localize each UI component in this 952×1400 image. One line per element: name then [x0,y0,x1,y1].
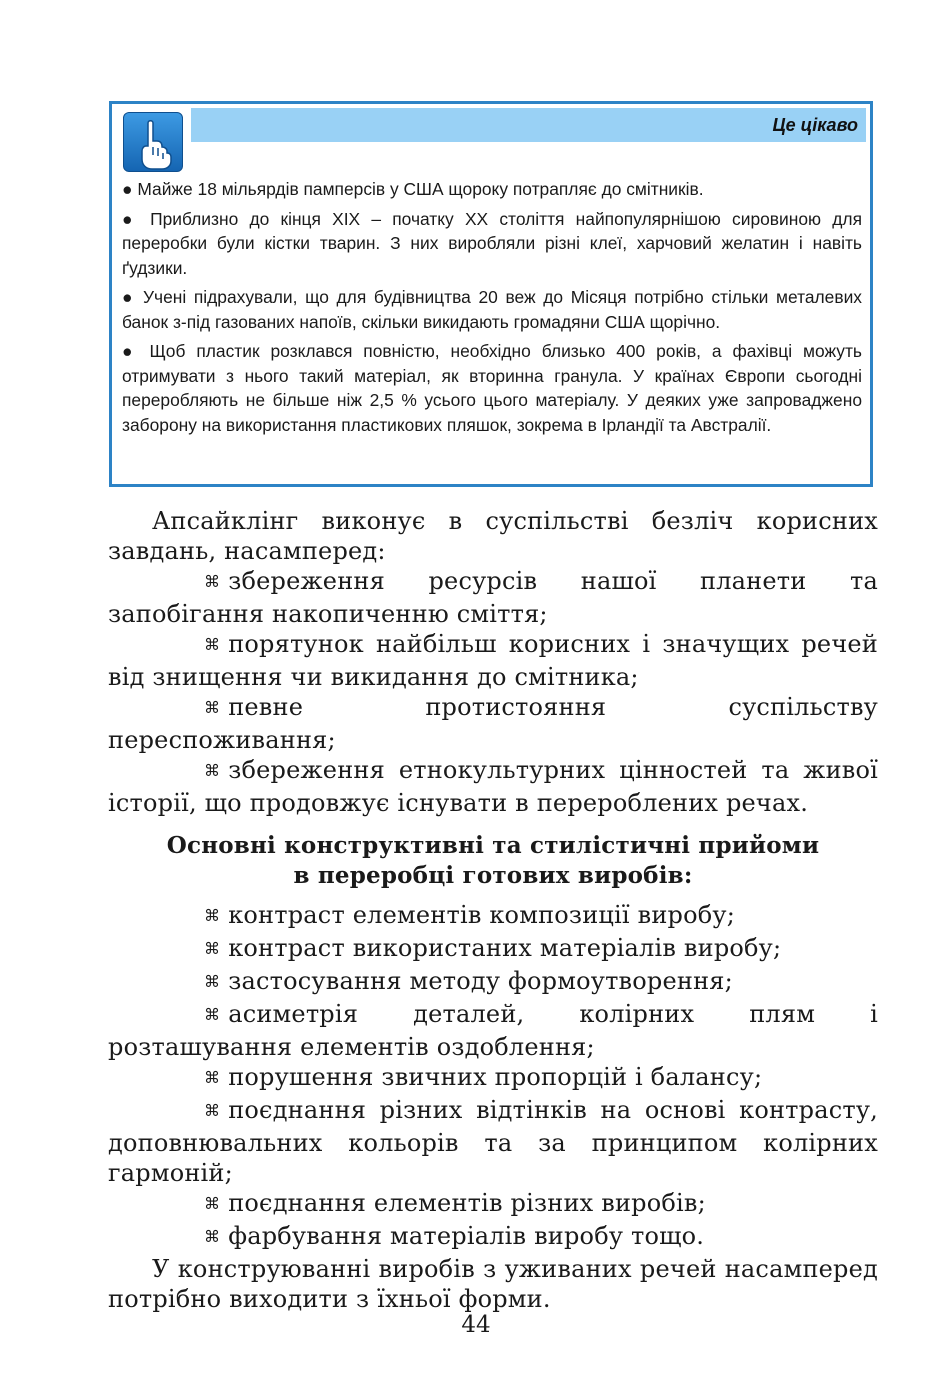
bullet-icon: ⌘ [204,939,221,958]
bullet-icon: ⌘ [204,1194,221,1213]
bullet-icon: ⌘ [204,1005,221,1024]
infobox-header [191,108,866,142]
technique-list-item: ⌘ поєднання елементів різних виробів; [108,1188,878,1221]
bullet-icon: ⌘ [204,1068,221,1087]
pointing-finger-icon [123,112,183,172]
bullet-icon: ⌘ [204,635,221,654]
page-number: 44 [461,1312,491,1338]
technique-list-item: ⌘ фарбування матеріалів виробу тощо. [108,1221,878,1254]
section-heading-line: в переробці готових виробів: [293,862,693,889]
task-list-item: ⌘ порятунок найбільш корисних і значущих речей від знищення чи викидання до смітника; [108,630,878,691]
task-list-item: ⌘ певне протистояння суспільству переспоживання; [108,693,878,754]
fact-item: ● Приблизно до кінця XIX – початку XX століття найпопулярнішою сировиною для переробки були кістки тварин. З них виробляли різні клеї, харчовий желатин і навіть ґудзики. [122,208,862,278]
task-list-item: ⌘ збереження етнокультурних цінностей та живої історії, що продовжує існувати в перероблених речах. [108,756,878,817]
section-heading [108,831,878,891]
bullet-icon: ⌘ [204,1227,221,1246]
section-heading-line: Основні конструктивні та стилістичні прийоми [166,832,820,859]
technique-list-item: ⌘ контраст використаних матеріалів виробу; [108,933,878,966]
bullet-icon: ⌘ [204,972,221,991]
bullet-icon: ⌘ [204,572,221,591]
task-list-item: ⌘ збереження ресурсів нашої планети та запобігання накопиченню сміття; [108,567,878,628]
technique-list-item: ⌘ порушення звичних пропорцій і балансу; [108,1062,878,1095]
fact-item: ● Учені підрахували, що для будівництва 20 веж до Місяця потрібно стільки металевих банок з-під газованих напоїв, скільки викидають громадяни США щорічно. [122,287,862,332]
technique-list-item: ⌘ асиметрія деталей, колірних плям і розташування елементів оздоблення; [108,1000,878,1061]
intro-paragraph: Апсайклінг виконує в суспільстві безліч корисних завдань, насамперед: [108,507,878,565]
bullet-icon: ⌘ [204,761,221,780]
main-text [108,506,878,1314]
interesting-facts-box [109,101,873,487]
conclusion-paragraph: У конструюванні виробів з уживаних речей насамперед потрібно виходити з їхньої форми. [108,1255,878,1313]
bullet-icon: ⌘ [204,906,221,925]
technique-list-item: ⌘ застосування методу формоутворення; [108,966,878,999]
bullet-icon: ⌘ [204,698,221,717]
technique-list-item: ⌘ контраст елементів композиції виробу; [108,900,878,933]
technique-list-item: ⌘ поєднання різних відтінків на основі контрасту, доповнювальних кольорів та за принципом колірних гармоній; [108,1096,878,1187]
fact-item: ● Майже 18 мільярдів памперсів у США щороку потрапляє до смітників. [122,179,704,199]
bullet-icon: ⌘ [204,1101,221,1120]
fact-item: ● Щоб пластик розклався повністю, необхідно близько 400 років, а фахівці можуть отримувати з нього такий матеріал, як вторинна гранула. У країнах Європи сьогодні переробляють не більше ніж 2,5 % усього цього матеріалу. У деяких уже запроваджено заборону на використання пластикових пляшок, зокрема в Ірландії та Австралії. [122,341,862,435]
infobox-title: Це цікаво [772,115,858,135]
infobox-facts-list [122,177,862,442]
